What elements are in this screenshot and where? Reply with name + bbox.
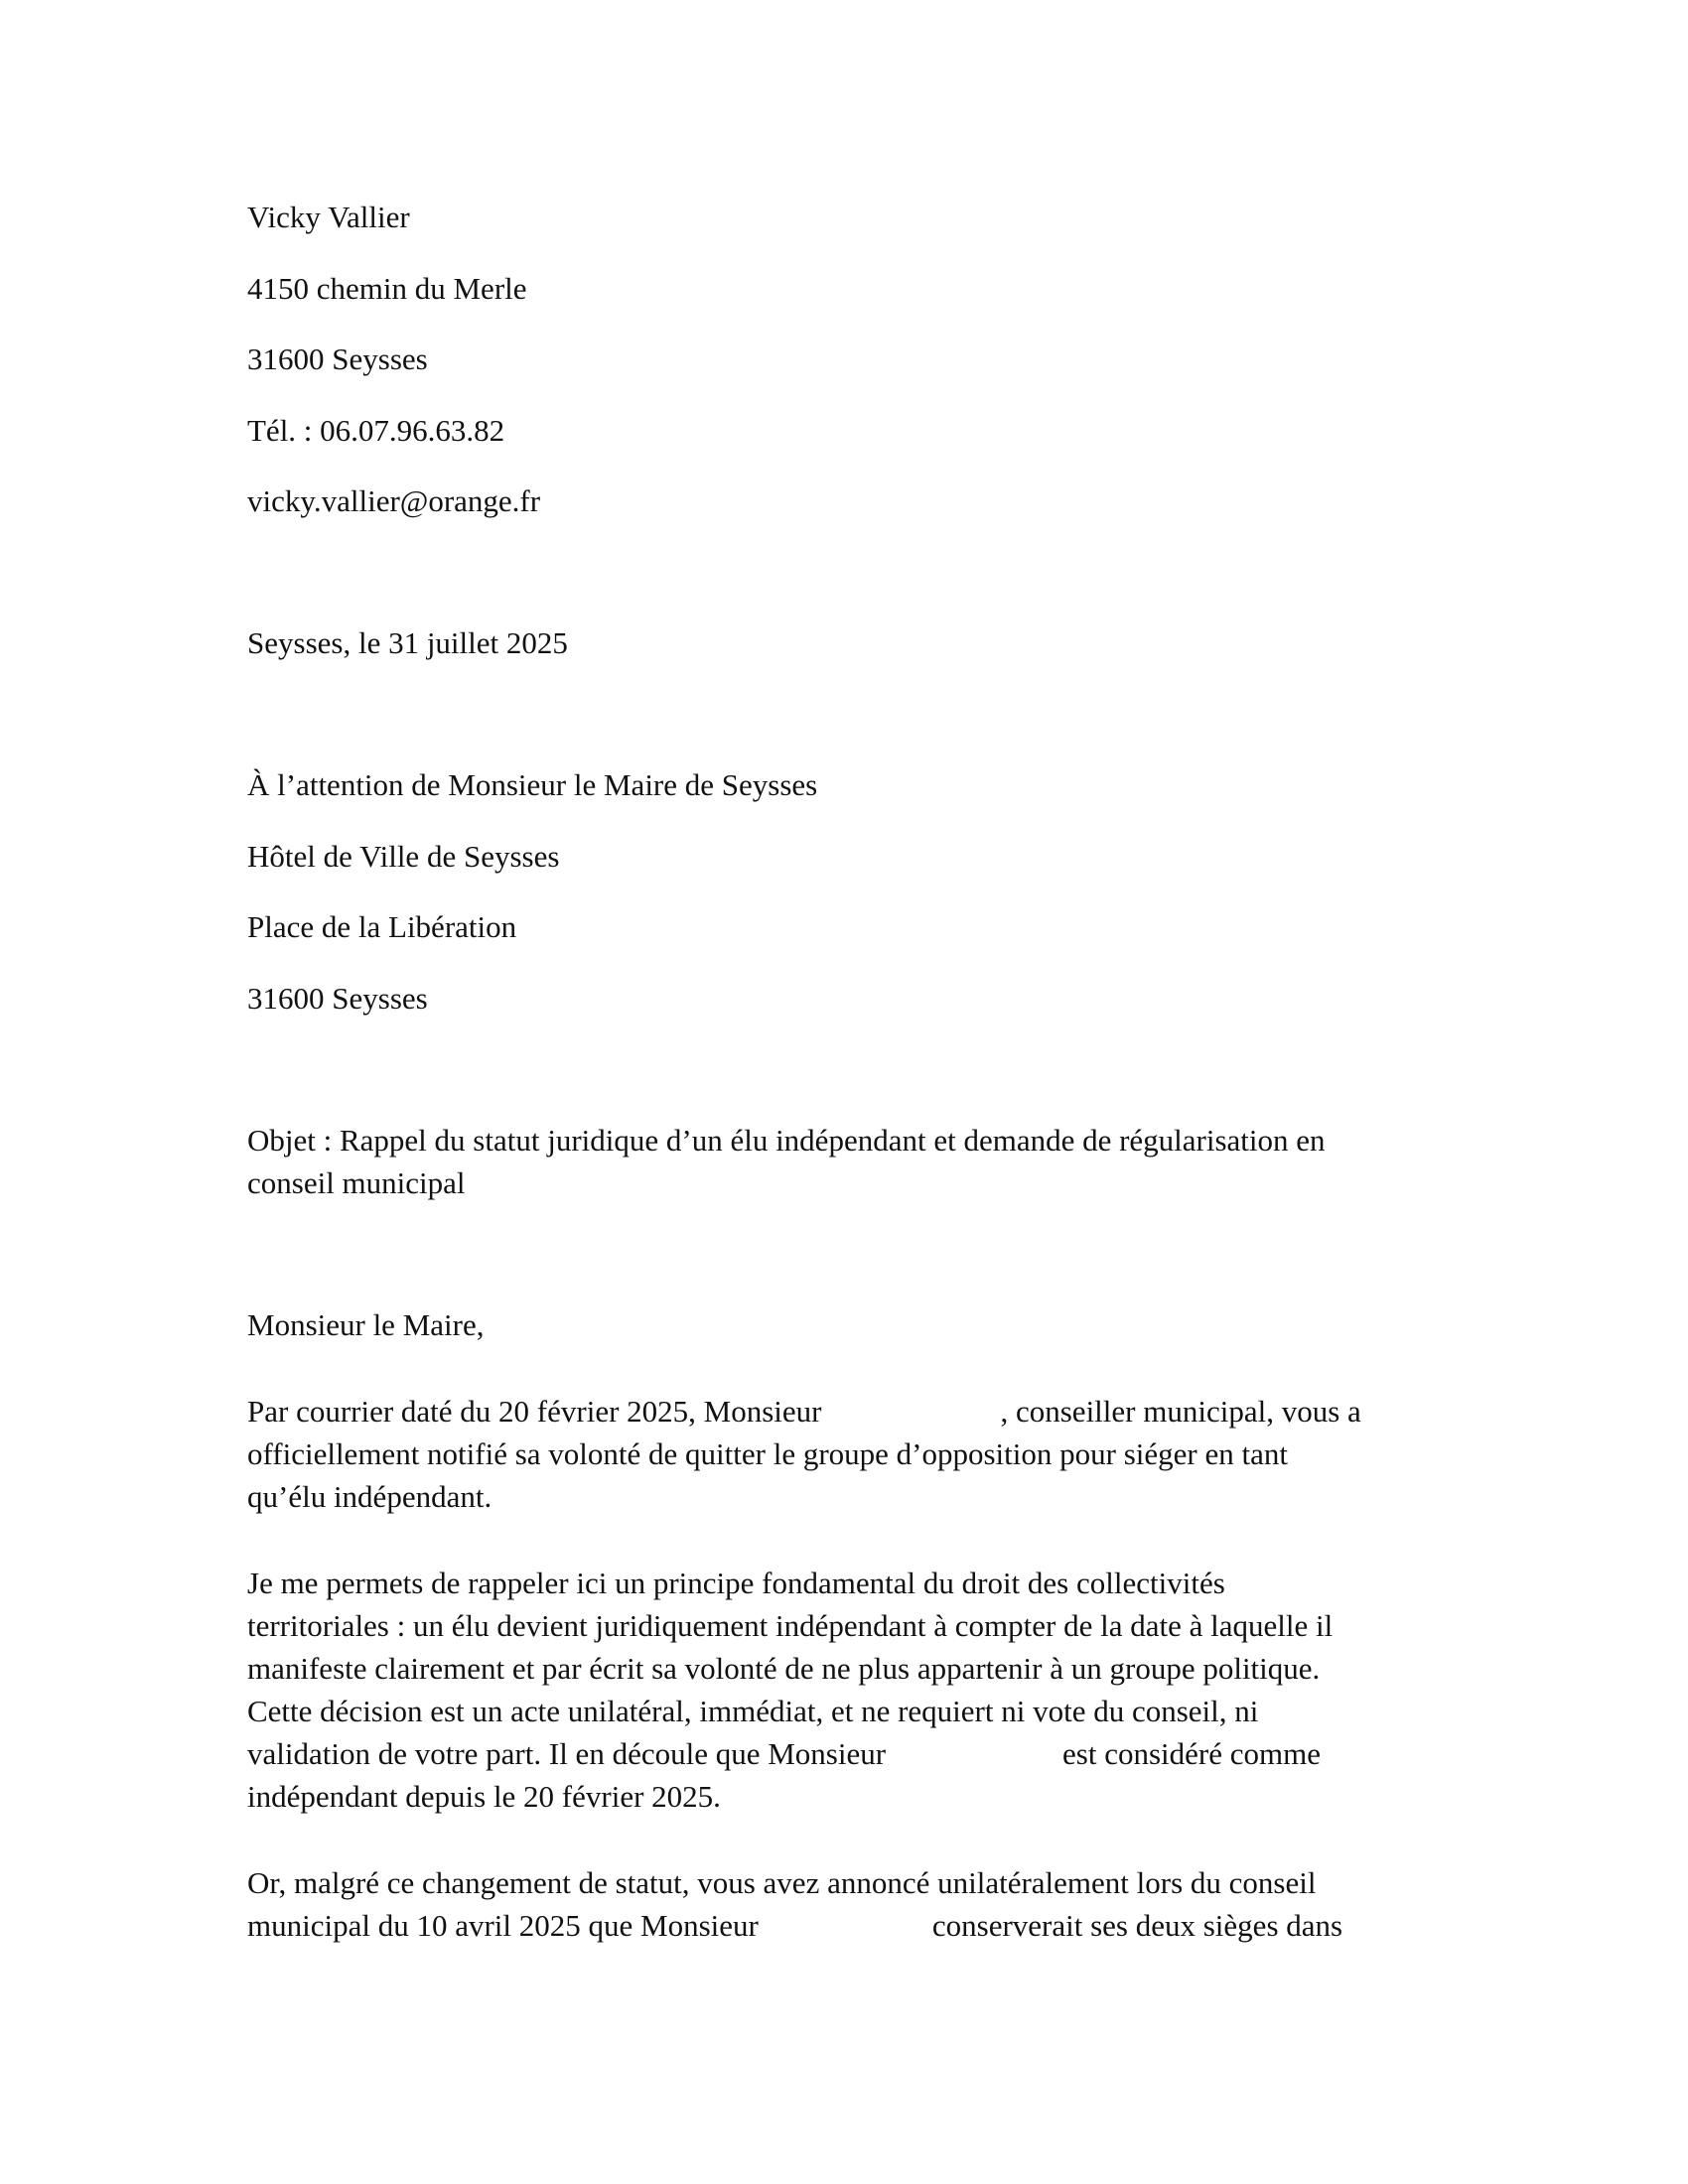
date-line: Seysses, le 31 juillet 2025 — [247, 625, 568, 660]
recipient-street: Place de la Libération — [247, 909, 517, 944]
paragraph-3-line-2-end: conserverait ses deux sièges dans — [931, 1908, 1343, 1943]
paragraph-1-line-2: officiellement notifié sa volonté de quitter le groupe d’opposition pour siéger en tant — [247, 1436, 1288, 1471]
paragraph-3-line-2 — [247, 1905, 1342, 1947]
paragraph-2-line-5 — [247, 1733, 1321, 1775]
paragraph-3-line-1: Or, malgré ce changement de statut, vous avez annoncé unilatéralement lors du conseil — [247, 1865, 1317, 1900]
sender-phone: Tél. : 06.07.96.63.82 — [247, 413, 505, 448]
paragraph-1-line-1-start: Par courrier daté du 20 février 2025, Monsieur — [247, 1394, 822, 1429]
paragraph-2-line-6: indépendant depuis le 20 février 2025. — [247, 1779, 721, 1814]
paragraph-2-line-3: manifeste clairement et par écrit sa volonté de ne plus appartenir à un groupe politique. — [247, 1651, 1321, 1686]
paragraph-2-line-1: Je me permets de rappeler ici un principe fondamental du droit des collectivités — [247, 1566, 1225, 1600]
recipient-attention: À l’attention de Monsieur le Maire de Seysses — [247, 767, 818, 802]
recipient-city: 31600 Seysses — [247, 981, 428, 1016]
sender-street: 4150 chemin du Merle — [247, 271, 527, 306]
paragraph-2-line-4: Cette décision est un acte unilatéral, immédiat, et ne requiert ni vote du conseil, ni — [247, 1694, 1259, 1728]
sender-city: 31600 Seysses — [247, 341, 428, 376]
subject-line-1: Objet : Rappel du statut juridique d’un élu indépendant et demande de régularisation en — [247, 1123, 1326, 1158]
paragraph-1-line-3: qu’élu indépendant. — [247, 1479, 492, 1514]
paragraph-3-line-2-start: municipal du 10 avril 2025 que Monsieur — [247, 1908, 759, 1943]
sender-name: Vicky Vallier — [247, 200, 410, 234]
paragraph-2-line-2: territoriales : un élu devient juridiquement indépendant à compter de la date à laquelle il — [247, 1608, 1334, 1643]
sender-email: vicky.vallier@orange.fr — [247, 483, 541, 518]
subject-line-2: conseil municipal — [247, 1165, 466, 1200]
recipient-building: Hôtel de Ville de Seysses — [247, 839, 560, 874]
salutation: Monsieur le Maire, — [247, 1307, 485, 1342]
paragraph-2-line-5-start: validation de votre part. Il en découle que Monsieur — [247, 1736, 887, 1771]
paragraph-1-line-1-end: , conseiller municipal, vous a — [1000, 1394, 1361, 1429]
paragraph-1-line-1 — [247, 1391, 1361, 1433]
paragraph-2-line-5-end: est considéré comme — [1062, 1736, 1322, 1771]
